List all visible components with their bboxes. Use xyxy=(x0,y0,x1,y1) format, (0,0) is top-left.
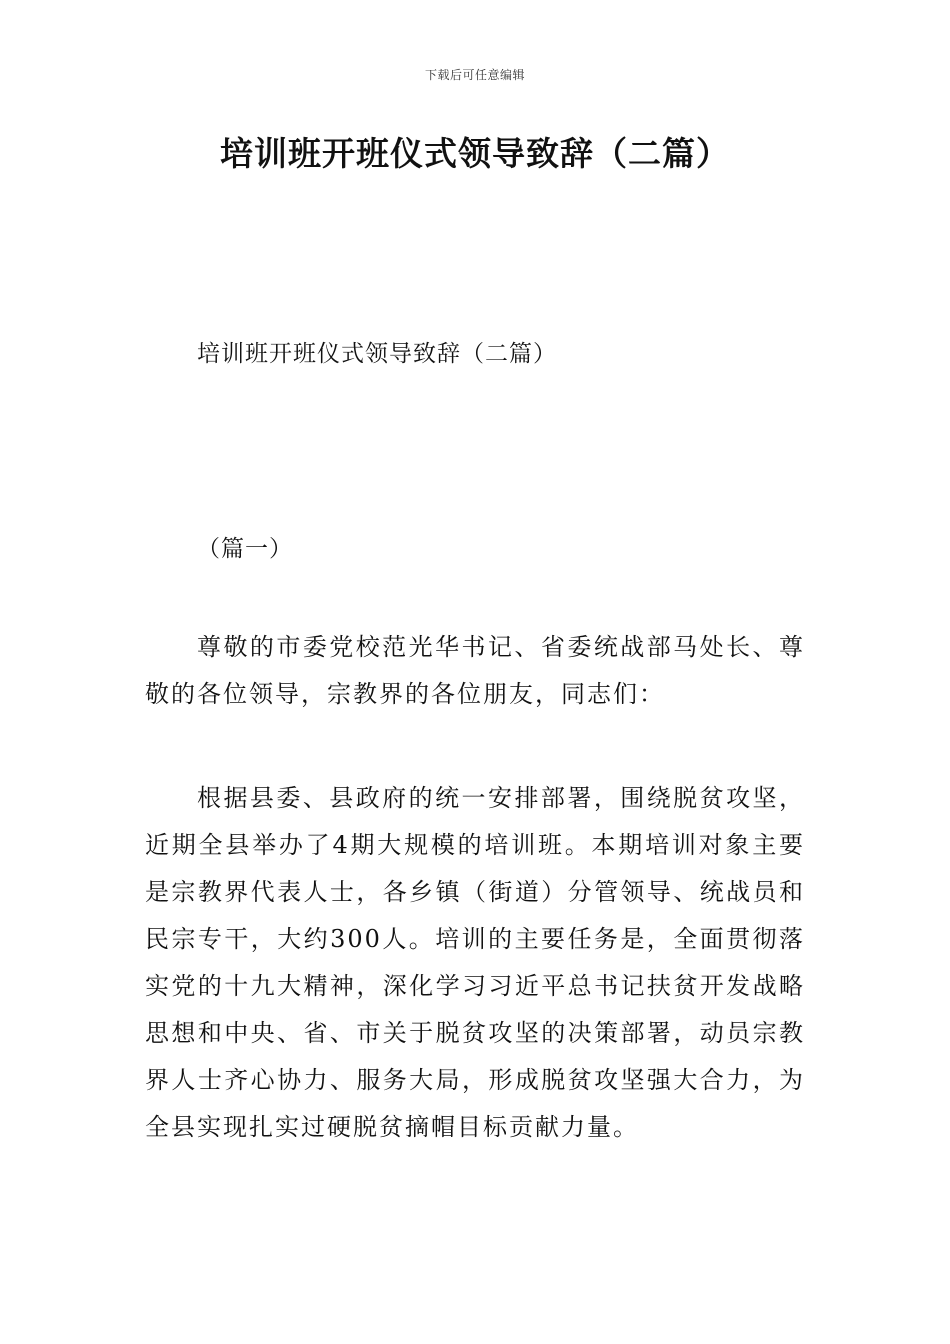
document-subtitle: 培训班开班仪式领导致辞（二篇） xyxy=(197,341,557,367)
document-title: 培训班开班仪式领导致辞（二篇） xyxy=(220,134,730,173)
paragraph-body: 根据县委、县政府的统一安排部署，围绕脱贫攻坚，近期全县举办了4期大规模的培训班。本期培训对象主要是宗教界代表人士，各乡镇（街道）分管领导、统战员和民宗专干，大约300人。培训的主要任务是，全面贯彻落实党的十九大精神，深化学习习近平总书记扶贫开发战略思想和中央、省、市关于脱贫攻坚的决策部署，动员宗教界人士齐心协力、服务大局，形成脱贫攻坚强大合力，为全县实现扎实过硬脱贫摘帽目标贡献力量。 xyxy=(145,784,805,1141)
header-note: 下载后可任意编辑 xyxy=(424,68,525,82)
paragraph-salutation: 尊敬的市委党校范光华书记、省委统战部马处长、尊敬的各位领导，宗教界的各位朋友，同志们： xyxy=(145,633,805,708)
section-label: （篇一） xyxy=(197,536,293,562)
